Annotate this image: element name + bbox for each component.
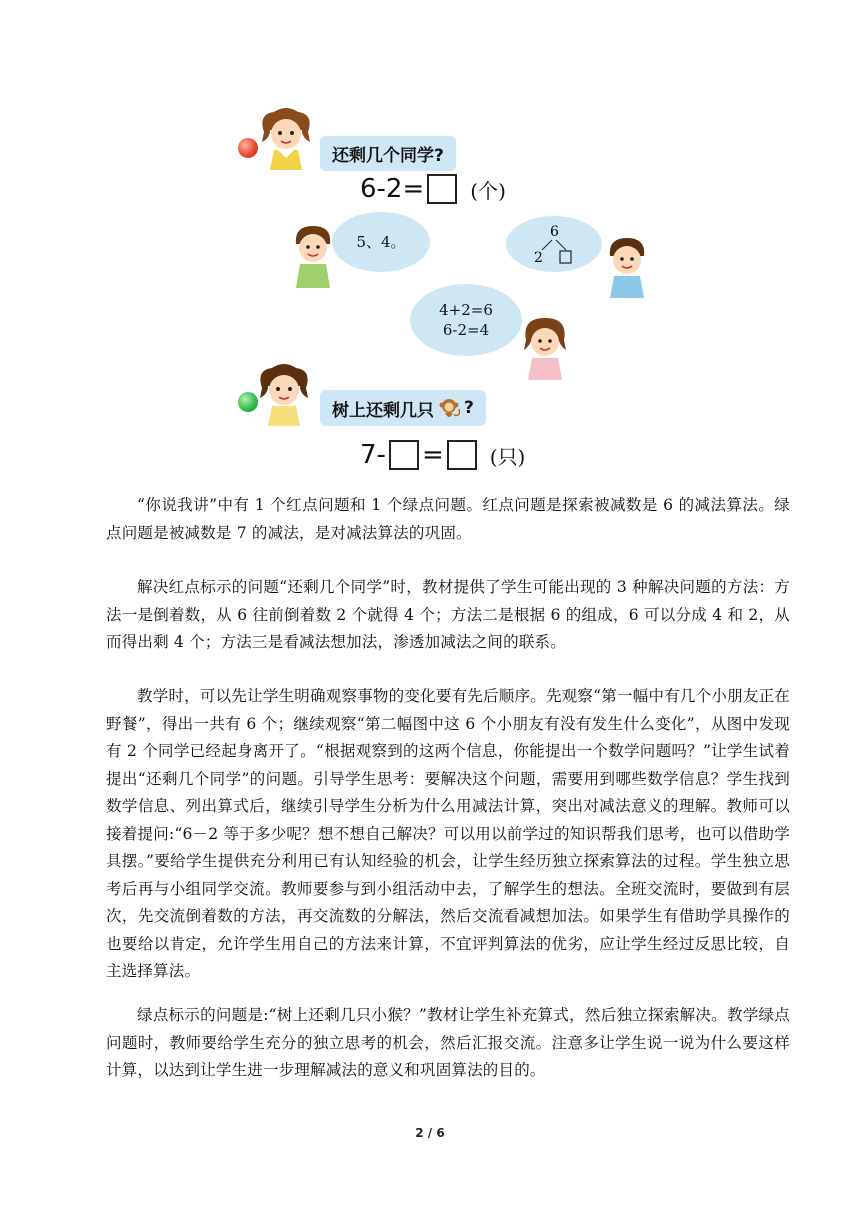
monkey-icon [436,395,462,421]
paragraph-4: 绿点标示的问题是:“树上还剩几只小猴？”教材让学生补充算式，然后独立探索解决。教学绿点问题时，教师要给学生充分的独立思考的机会，然后汇报交流。注意多让学生说一说为什么要这样计算，以达到让学生进一步理解减法的意义和巩固算法的目的。 [106,1006,790,1079]
green-question-mark: ? [464,398,474,418]
paragraph-1: “你说我讲”中有 1 个红点问题和 1 个绿点问题。红点问题是探索被减数是 6 的减法算法。绿点问题是被减数是 7 的减法，是对减法算法的巩固。 [106,496,790,542]
paragraph-2: 解决红点标示的问题“还剩几个同学”时，教材提供了学生可能出现的 3 种解决问题的方法：方法一是倒着数，从 6 往前倒着数 2 个就得 4 个；方法二是根据 6 的组成，6 可以分成 4 和 2，从而得出剩 4 个；方法三是看减法想加法，渗透加减法之间的联系。 [106,578,790,651]
girl-speech-line-2: 6-2=4 [442,321,490,339]
green-question-text: 树上还剩几只 [332,400,434,421]
answer-box-1 [389,440,419,470]
green-equation-left: 7- [360,440,386,470]
bond-top-number: 6 [550,224,559,240]
girl-character-icon [256,108,316,170]
green-equation-equals: = [421,440,444,470]
red-equation-unit: (个) [470,178,506,203]
bond-answer-box [560,251,571,263]
answer-box [427,174,457,204]
green-question-bubble [320,390,486,426]
girl-speech-bubble [410,284,522,356]
number-bond-diagram [524,222,584,266]
page-number: 2 / 6 [415,1126,445,1140]
boy1-speech-bubble [332,212,430,272]
paragraph-3: 教学时，可以先让学生明确观察事物的变化要有先后顺序。先观察“第一幅中有几个小朋友正在野餐”，得出一共有 6 个；继续观察“第二幅图中这 6 个小朋友有没有发生什么变化”，从图中发现有 2 个同学已经起身离开了。“根据观察到的这两个信息，你能提出一个数学问题吗？”让学生试着提出“还剩几个同学”的问题。引导学生思考：要解决这个问题，需要用到哪些数学信息？学生找到数学信息、列出算式后，继续引导学生分析为什么用减法计算，突出对减法意义的理解。教师可以接着提问:“6－2 等于多少呢？想不想自己解决？可以用以前学过的知识帮我们思考，也可以借助学具摆。”要给学生提供充分利用已有认知经验的机会，让学生经历独立探索算法的过程。学生独立思考后再与小组同学交流。教师要参与到小组活动中去，了解学生的想法。全班交流时，要做到有层次，先交流倒着数的方法，再交流数的分解法，然后交流看减想加法。如果学生有借助学具操作的也要给以肯定，允许学生用自己的方法来计算，不宜评判算法的优劣，应让学生经过反思比较，自主选择算法。 [106,687,790,980]
green-equation [360,440,525,470]
red-question-bubble: 还剩几个同学? [320,136,456,171]
boy2-speech-bubble [506,216,602,272]
boy-character-icon [288,222,338,288]
answer-box-2 [447,440,477,470]
girl-speech-line-1: 4+2=6 [439,301,493,319]
girl2-character-icon [520,314,570,380]
red-dot-icon [238,138,258,158]
red-equation-left: 6-2= [360,174,425,204]
green-equation-unit: (只) [489,444,526,469]
bond-left-number: 2 [534,250,543,266]
girl3-character-icon [254,364,314,426]
textbook-illustration [228,100,628,480]
boy1-speech-text: 5、4。 [356,233,406,251]
boy2-character-icon [604,236,650,298]
red-equation [360,174,506,204]
